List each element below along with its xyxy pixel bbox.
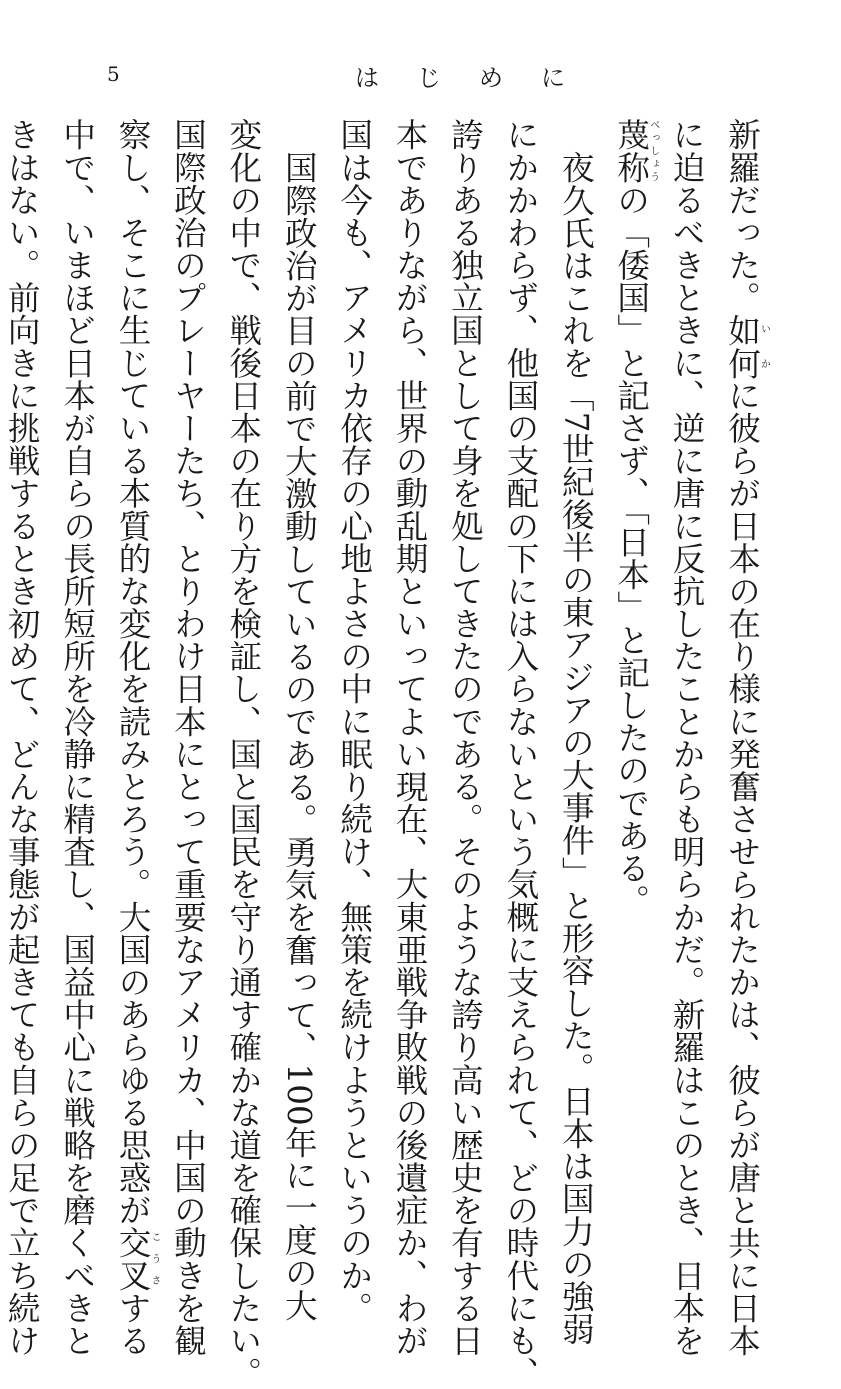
text-line: 蔑称べっしょうの「倭国」と記さず、「日本」と記したのである。 — [612, 118, 659, 917]
text-line: 察し、そこに生じている本質的な変化を読みとろう。大国のあらゆる思惑が交叉こうさする — [113, 118, 161, 1357]
vertical-text-body — [0, 118, 770, 1389]
text-line: 新羅だった。如何いかに彼らが日本の在り様に発奮させられたかは、彼らが唐と共に日本 — [723, 118, 770, 1357]
text-line: に迫るべきときに、逆に唐に反抗したことからも明らかだ。新羅はこのとき、日本を — [667, 118, 706, 1357]
text-line: にかかわらず、他国の支配の下には入らないという気概に支えられて、どの時代にも、 — [501, 118, 540, 1389]
text-line: 国は今も、アメリカ依存の心地よさの中に眠り続け、無策を続けようというのか。 — [335, 118, 374, 1324]
text-line: 国際政治が目の前で大激動しているのである。勇気を奮って、100年に一度の大 — [279, 150, 318, 1321]
text-line: 本でありながら、世界の動乱期といってよい現在、大東亜戦争敗戦の後遺症か、わが — [390, 118, 429, 1357]
text-line: 中で、いまほど日本が自らの長所短所を冷静に精査し、国益中心に戦略を磨くべきと — [58, 118, 97, 1357]
text-line: きはない。前向きに挑戦するとき初めて、どんな事態が起きても自らの足で立ち続け — [2, 118, 41, 1357]
page-number: 5 — [107, 62, 120, 86]
section-title: はじめに — [355, 64, 603, 92]
text-line: 国際政治のプレーヤーたち、とりわけ日本にとって重要なアメリカ、中国の動きを観 — [168, 118, 207, 1357]
text-line: 夜久氏はこれを「7世紀後半の東アジアの大事件」と形容した。日本は国力の強弱 — [556, 150, 595, 1345]
text-line: 誇りある独立国として身を処してきたのである。そのような誇り高い歴史を有する日 — [445, 118, 484, 1357]
text-line: 変化の中で、戦後日本の在り方を検証し、国と国民を守り通す確かな道を確保したい。 — [224, 118, 263, 1389]
